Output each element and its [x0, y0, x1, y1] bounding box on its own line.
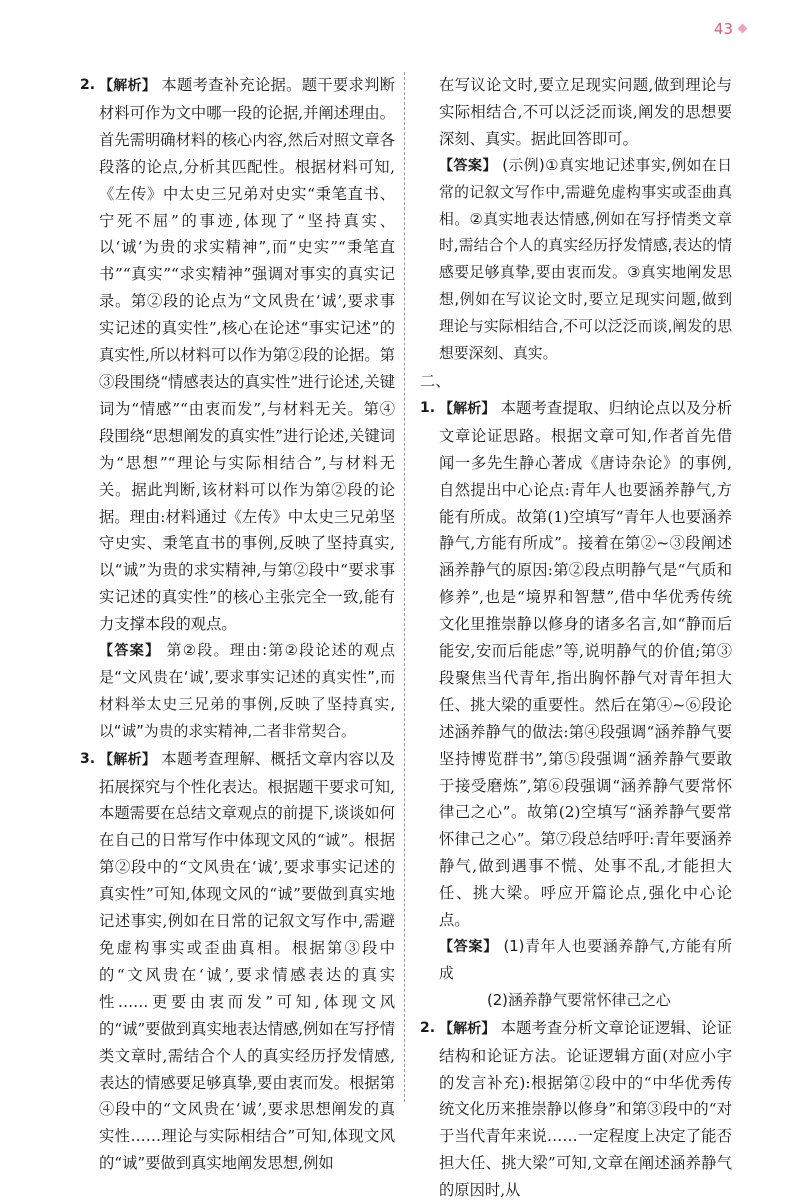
- analysis-tag: 【解析】: [99, 751, 157, 768]
- right-column: [420, 72, 732, 1204]
- answer-item-2: [80, 72, 395, 638]
- answer-block: [80, 638, 395, 746]
- section-heading: 二、: [420, 371, 451, 390]
- column-divider: [404, 72, 405, 1102]
- analysis-text: 本题考查理解、概括文章内容以及拓展探究与个性化表达。根据题干要求可知,本题需要在总结文章观点的前提下,谈谈如何在自己的日常写作中体现文风的“诚”。根据第②段中的“文风贵在‘诚’,要求事实记述的真实性”可知,体现文风的“诚”要做到真实地记述事实,例如在日常的记叙文写作中,需避免虚构事实或歪曲真相。根据第③段中的“文风贵在‘诚’,要求情感表达的真实性……更要由衷而发”可知,体现文风的“诚”要做到真实地表达情感,例如在写抒情类文章时,需结合个人的真实经历抒发情感,表达的情感要足够真挚,要由衷而发。根据第④段中的“文风贵在‘诚’,要求思想阐发的真实性……理论与实际相结合”可知,体现文风的“诚”要做到真实地阐发思想,例如: [99, 749, 395, 1173]
- answer-tag: 【答案】: [439, 157, 497, 174]
- answer-line-1: (1)青年人也要涵养静气,方能有所成: [439, 938, 732, 982]
- analysis-text: 本题考查分析文章论证逻辑、论证结构和论证方法。论证逻辑方面(对应小宇的发言补充):根据第②段中的“中华优秀传统文化历来推崇静以修身”和第③段中的“对于当代青年来说……一定程度上决定了能否担大任、挑大梁”可知,文章在阐述涵养静气的原因时,从: [439, 1018, 732, 1200]
- analysis-text: 本题考查补充论据。题干要求判断材料可作为文中哪一段的论据,并阐述理由。首先需明确材料的核心内容,然后对照文章各段落的论点,分析其匹配性。根据材料可知,《左传》中太史三兄弟对史实“秉笔直书、宁死不屈”的事迹,体现了“坚持真实、以‘诚’为贵的求实精神”,而“史实”“秉笔直书”“真实”“求实精神”强调对事实的真实记录。第②段的论点为“文风贵在‘诚’,要求事实记述的真实性”,核心在论述“事实记述”的真实性,所以材料可以作为第②段的论据。第③段围绕“情感表达的真实性”进行论述,关键词为“情感”“由衷而发”,与材料无关。第④段围绕“思想阐发的真实性”进行论述,关键词为“思想”“理论与实际相结合”,与材料无关。据此判断,该材料可以作为第②段的论据。理由:材料通过《左传》中太史三兄弟坚守史实、秉笔直书的事例,反映了坚持真实,以“诚”为贵的求实精神,与第②段中“要求事实记述的真实性”的核心主张完全一致,能有力支撑本段的观点。: [99, 76, 395, 634]
- answer-item-1: [420, 395, 732, 934]
- analysis-tag: 【解析】: [439, 1020, 496, 1037]
- item-number: 2.: [80, 77, 96, 93]
- analysis-tag: 【解析】: [439, 400, 496, 417]
- answer-block: [420, 153, 732, 368]
- answer-item-3: [80, 746, 395, 1178]
- page-number: 43: [714, 20, 746, 38]
- analysis-tag: 【解析】: [99, 78, 157, 94]
- answer-tag: 【答案】: [439, 939, 498, 955]
- analysis-text: 本题考查提取、归纳论点以及分析文章论证思路。根据文章可知,作者首先借闻一多先生静心著成《唐诗杂论》的事例,自然提出中心论点:青年人也要涵养静气,方能有所成。故第(1)空填写“青年人也要涵养静气,方能有所成”。接着在第②~③段阐述涵养静气的原因:第②段点明静气是“气质和修养”,也是“境界和智慧”,借中华优秀传统文化里推崇静以修身的诸多名言,如“静而后能安,安而后能虑”等,说明静气的价值;第③段聚焦当代青年,指出胸怀静气对青年担大任、挑大梁的重要性。然后在第④~⑥段论述涵养静气的做法:第④段强调“涵养静气要坚持博览群书”,第⑤段强调“涵养静气要敢于接受磨炼”,第⑥段强调“涵养静气要常怀律己之心”。故第(2)空填写“涵养静气要常怀律己之心”。第⑦段总结呼吁:青年要涵养静气,做到遇事不慌、处事不乱,才能担大任、挑大梁。呼应开篇论点,强化中心论点。: [439, 398, 732, 930]
- answer-block: [420, 934, 732, 1015]
- left-column: [80, 72, 395, 1177]
- analysis-text: 在写议论文时,要立足现实问题,做到理论与实际相结合,不可以泛泛而谈,阐发的思想要深刻、真实。据此回答即可。: [439, 76, 732, 148]
- answer-line-2: (2)涵养静气要常怀律己之心: [487, 991, 671, 1009]
- answer-item-2b: [420, 1015, 732, 1204]
- diamond-icon: [738, 24, 748, 34]
- answer-tag: 【答案】: [99, 643, 161, 660]
- analysis-continued: [420, 72, 732, 153]
- item-number: 2.: [420, 1019, 436, 1036]
- item-number: 1.: [420, 399, 436, 416]
- item-number: 3.: [80, 750, 96, 767]
- answer-text: 第②段。理由:第②段论述的观点是“文风贵在‘诚’,要求事实记述的真实性”,而材料举太史三兄弟的事例,反映了坚持真实,以“诚”为贵的求实精神,二者非常契合。: [99, 642, 395, 740]
- answer-text: (示例)①真实地记述事实,例如在日常的记叙文写作中,需避免虚构事实或歪曲真相。②真实地表达情感,例如在写抒情类文章时,需结合个人的真实经历抒发情感,表达的情感要足够真挚,要由衷而发。③真实地阐发思想,例如在写议论文时,要立足现实问题,做到理论与实际相结合,不可以泛泛而谈,阐发的思想要深刻、真实。: [439, 156, 732, 363]
